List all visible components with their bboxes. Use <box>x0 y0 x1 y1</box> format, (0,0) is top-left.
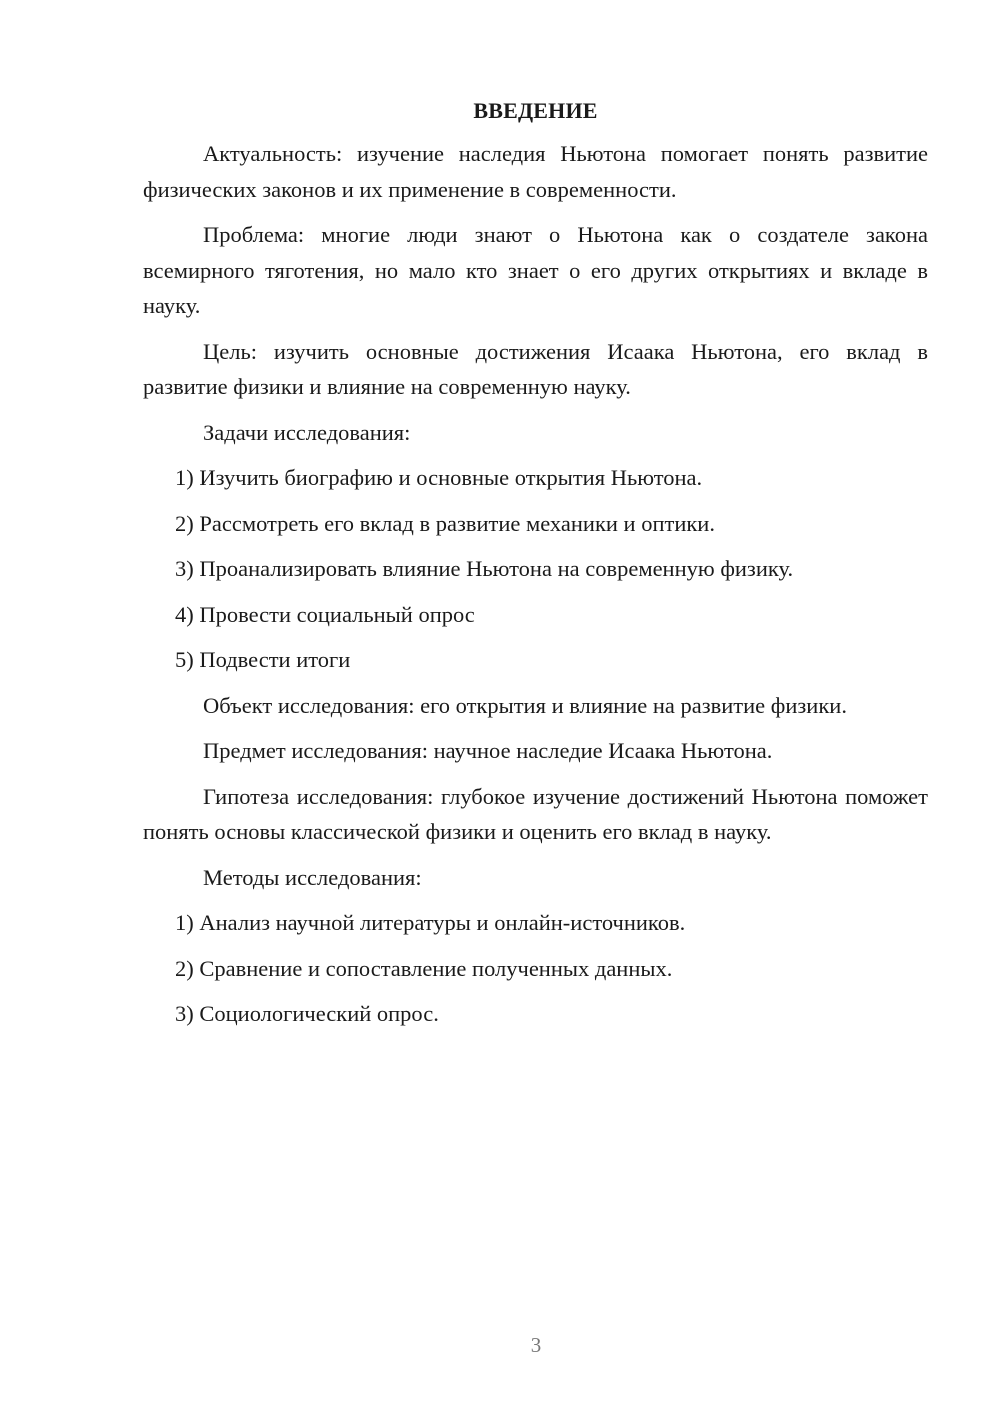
hypothesis-paragraph: Гипотеза исследования: глубокое изучение достижений Ньютона поможет понять основы классической физики и оценить его вклад в науку. <box>143 783 928 844</box>
methods-list <box>143 905 928 1032</box>
goal-paragraph: Цель: изучить основные достижения Исаака Ньютона, его вклад в развитие физики и влияние на современную науку. <box>143 338 928 399</box>
task-item: 3) Проанализировать влияние Ньютона на современную физику. <box>175 556 794 581</box>
page-content <box>143 96 928 1042</box>
task-item: 5) Подвести итоги <box>175 647 351 672</box>
method-item: 3) Социологический опрос. <box>175 1001 439 1026</box>
tasks-list <box>143 460 928 678</box>
method-item: 2) Сравнение и сопоставление полученных данных. <box>175 955 673 981</box>
subject-paragraph: Предмет исследования: научное наследие Исаака Ньютона. <box>203 738 773 763</box>
task-item: 2) Рассмотреть его вклад в развитие механики и оптики. <box>175 510 715 536</box>
tasks-heading: Задачи исследования: <box>203 419 411 445</box>
problem-paragraph: Проблема: многие люди знают о Ньютона как о создателе закона всемирного тяготения, но мало кто знает о его других открытиях и вкладе в науку. <box>143 222 928 318</box>
page-title: ВВЕДЕНИЕ <box>473 98 598 123</box>
task-item: 1) Изучить биографию и основные открытия Ньютона. <box>175 465 703 490</box>
relevance-paragraph: Актуальность: изучение наследия Ньютона помогает понять развитие физических законов и их применение в современности. <box>143 141 928 202</box>
task-item: 4) Провести социальный опрос <box>175 601 475 627</box>
page-number: 3 <box>530 1333 542 1357</box>
methods-heading: Методы исследования: <box>203 864 422 890</box>
method-item: 1) Анализ научной литературы и онлайн-источников. <box>175 910 686 935</box>
object-paragraph: Объект исследования: его открытия и влияние на развитие физики. <box>203 692 847 718</box>
